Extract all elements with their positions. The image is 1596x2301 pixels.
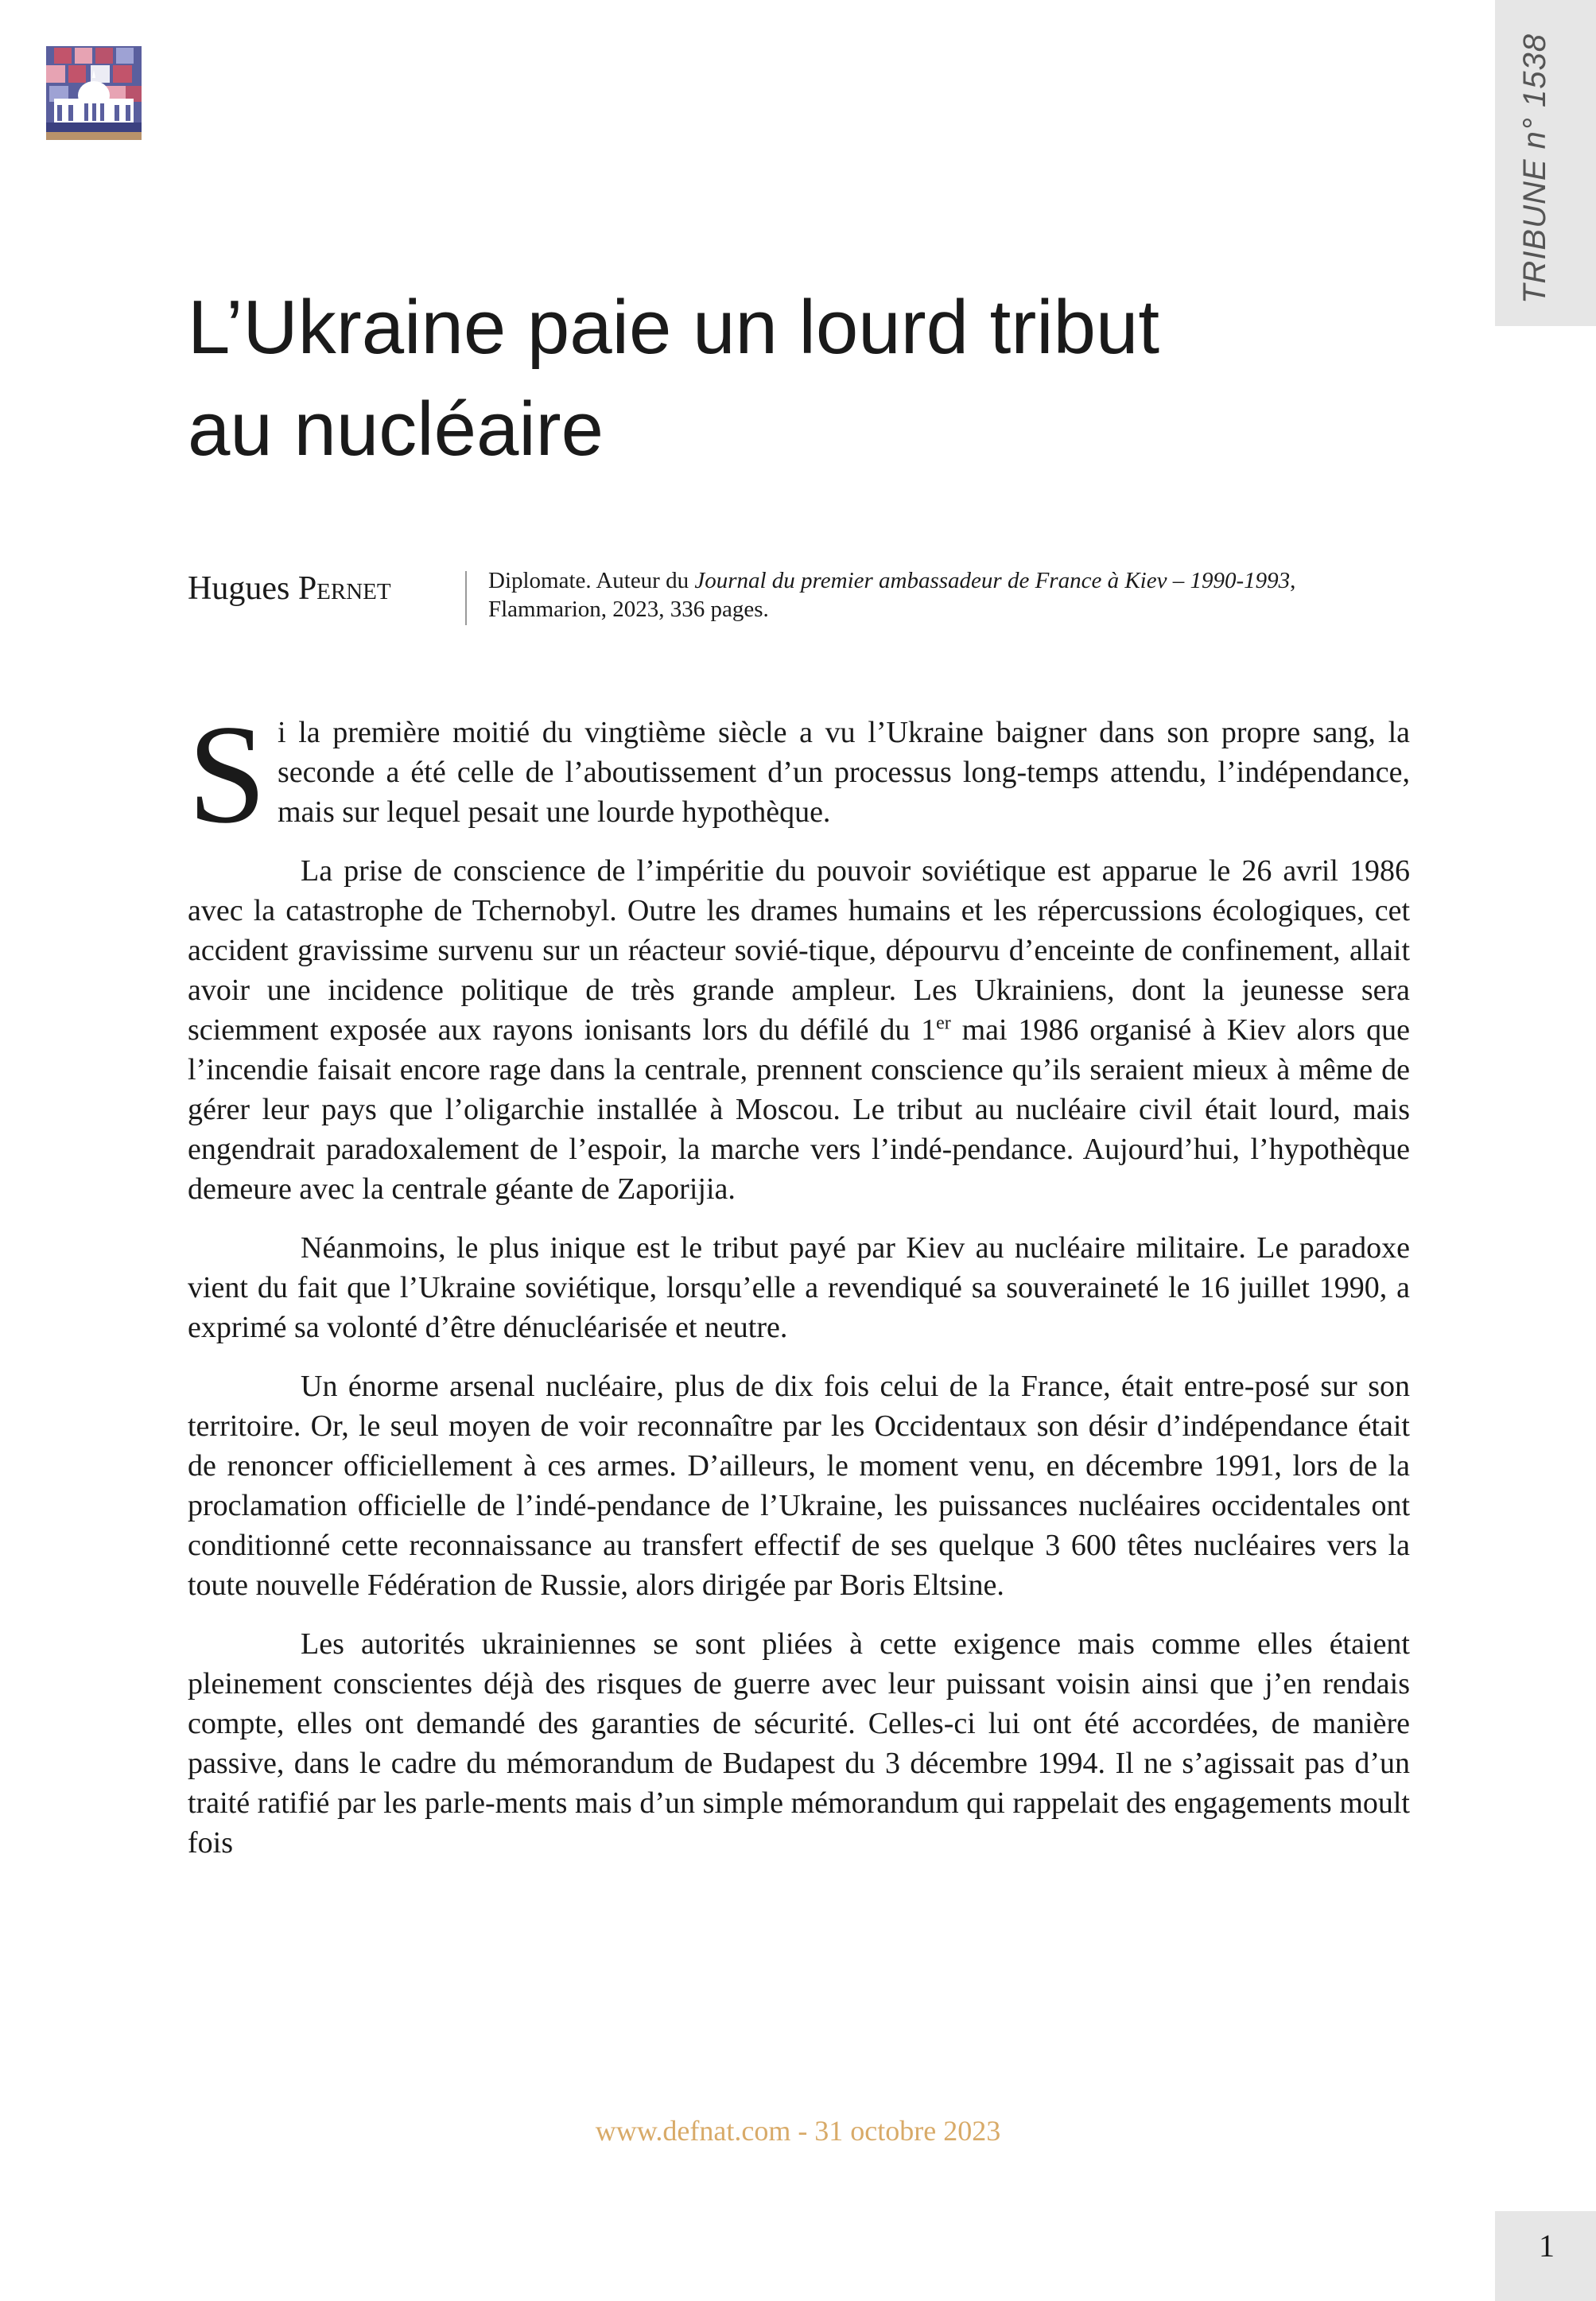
paragraph-4: Un énorme arsenal nucléaire, plus de dix fois celui de la France, était entre-posé sur son territoire. Or, le seul moyen de voir reconnaître par les Occidentaux son désir d’indépendance était de renoncer officiellement à ces armes. D’ailleurs, le moment venu, en décembre 1991, lors de la proclamation officielle de l’indé-pendance de l’Ukraine, les puissances nucléaires occidentales ont conditionné cette reconnaissance au transfert effectif de ses quelque 3 600 têtes nucléaires vers la toute nouvelle Fédération de Russie, alors dirigée par Boris Eltsine.	[188, 1370, 1410, 1602]
drop-cap: S	[188, 695, 266, 853]
author-book-title: Journal du premier ambassadeur de France à Kiev – 1990-1993	[694, 568, 1291, 593]
series-label: TRIBUNE n° 1538	[1517, 33, 1552, 304]
paragraph-2	[188, 851, 1410, 1209]
ordinal-superscript: er	[936, 1013, 951, 1034]
author-bio	[488, 566, 1411, 624]
article-body	[188, 695, 1410, 1882]
paragraph-1-text: i la première moitié du vingtième siècle a vu l’Ukraine baigner dans son propre sang, la seconde a été celle de l’aboutissement d’un processus long-temps attendu, l’indépendance, mais sur lequel pesait une lourde hypothèque.	[278, 716, 1410, 829]
paragraph-3: Néanmoins, le plus inique est le tribut payé par Kiev au nucléaire militaire. Le paradoxe vient du fait que l’Ukraine soviétique, lorsqu’elle a revendiqué sa souveraineté le 16 juillet 1990, a exprimé sa volonté d’être dénucléarisée et neutre.	[188, 1231, 1410, 1344]
author-bio-prefix: Diplomate. Auteur du	[488, 568, 695, 593]
author-name	[188, 569, 391, 608]
article-title	[188, 277, 1380, 480]
author-last-name: Pernet	[297, 570, 391, 607]
byline-divider	[465, 571, 467, 625]
author-bio-suffix: , Flammarion, 2023, 336 pages.	[488, 568, 1296, 622]
ecole-militaire-logo-icon	[46, 46, 142, 140]
paragraph-1	[188, 695, 1410, 853]
paragraph-2-text-a: La prise de conscience de l’impéritie du pouvoir soviétique est apparue le 26 avril 1986 avec la catastrophe de Tchernobyl. Outre les drames humains et les répercussions écologiques, cet accident gravissime survenu sur un réacteur sovié-tique, dépourvu d’enceinte de confinement, allait avoir une incidence politique de très grande ampleur. Les Ukrainiens, dont la jeunesse sera sciemment exposée aux rayons ionisants lors du défilé du 1	[188, 854, 1410, 1047]
paragraph-5: Les autorités ukrainiennes se sont pliées à cette exigence mais comme elles étaient pleinement conscientes déjà des risques de guerre avec leur puissant voisin ainsi que j’en rendais compte, elles ont demandé des garanties de sécurité. Celles-ci lui ont été accordées, de manière passive, dans le cadre du mémorandum de Budapest du 3 décembre 1994. Il ne s’agissait pas d’un traité ratifié par les parle-ments mais d’un simple mémorandum qui rappelait des engagements moult fois	[188, 1627, 1410, 1860]
page-number: 1	[1539, 2228, 1555, 2264]
article-title-line-2: au nucléaire	[188, 387, 604, 472]
article-title-line-1: L’Ukraine paie un lourd tribut	[188, 285, 1160, 370]
paragraph-2-text-b: mai 1986 organisé à Kiev alors que l’incendie faisait encore rage dans la centrale, prennent conscience qu’ils seraient mieux à même de gérer leur pays que l’oligarchie installée à Moscou. Le tribut au nucléaire civil était lourd, mais engendrait paradoxalement de l’espoir, la marche vers l’indé-pendance. Aujourd’hui, l’hypothèque demeure avec la centrale géante de Zaporijia.	[188, 1013, 1410, 1206]
footer-site-date: www.defnat.com - 31 octobre 2023	[595, 2115, 1001, 2147]
author-first-name: Hugues	[188, 570, 298, 607]
